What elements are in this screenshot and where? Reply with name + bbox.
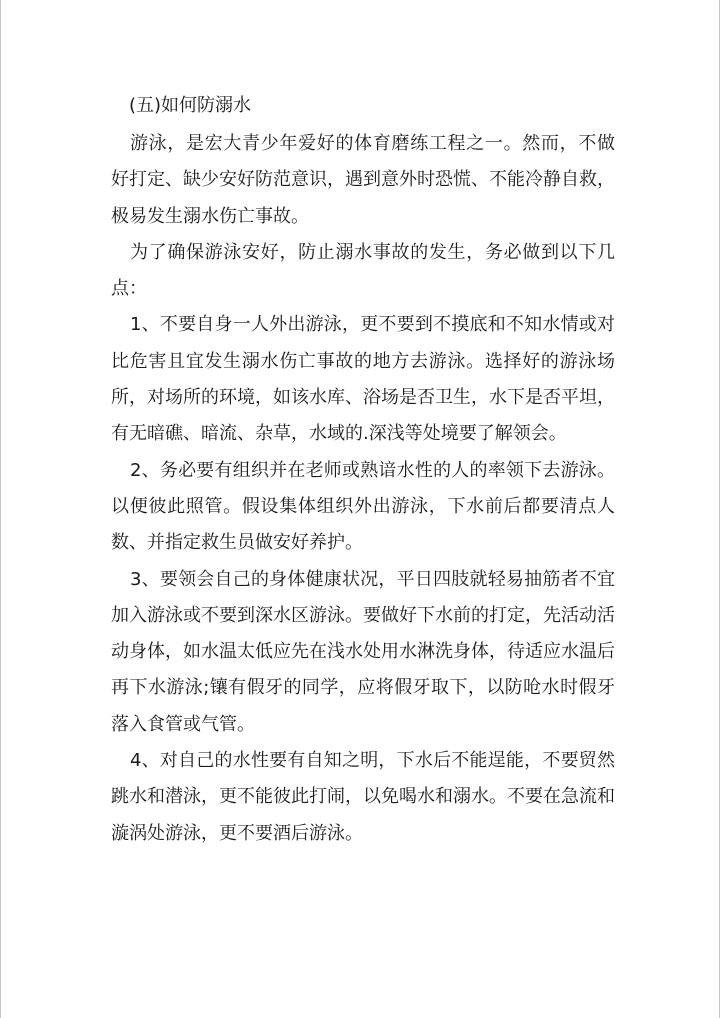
paragraph-rule-1: 1、不要自身一人外出游泳，更不要到不摸底和不知水情或对比危害且宜发生溺水伤亡事故的地方去游泳。选择好的游泳场所，对场所的环境，如该水库、浴场是否卫生，水下是否平坦，有无暗礁、暗流、杂草，水域的.深浅等处境要了解领会。 bbox=[111, 314, 615, 445]
paragraph-rule-3: 3、要领会自己的身体健康状况，平日四肢就轻易抽筋者不宜加入游泳或不要到深水区游泳。要做好下水前的打定，先活动活动身体，如水温太低应先在浅水处用水淋洗身体，待适应水温后再下水游泳;镶有假牙的同学，应将假牙取下，以防呛水时假牙落入食管或气管。 bbox=[111, 568, 615, 735]
paragraph-rule-2: 2、务必要有组织并在老师或熟谙水性的人的率领下去游泳。以便彼此照管。假设集体组织外出游泳，下水前后都要清点人数、并指定救生员做安好养护。 bbox=[111, 459, 615, 554]
paragraph-rules-lead: 为了确保游泳安好，防止溺水事故的发生，务必做到以下几点： bbox=[111, 241, 615, 300]
section-heading: (五)如何防溺水 bbox=[129, 95, 252, 116]
document-body bbox=[111, 88, 615, 852]
paragraph-rule-4: 4、对自己的水性要有自知之明，下水后不能逞能，不要贸然跳水和潜泳，更不能彼此打闹，以免喝水和溺水。不要在急流和漩涡处游泳，更不要酒后游泳。 bbox=[111, 750, 615, 844]
paragraph-intro: 游泳，是宏大青少年爱好的体育磨练工程之一。然而，不做好打定、缺少安好防范意识，遇到意外时恐慌、不能冷静自救，极易发生溺水伤亡事故。 bbox=[111, 133, 615, 227]
